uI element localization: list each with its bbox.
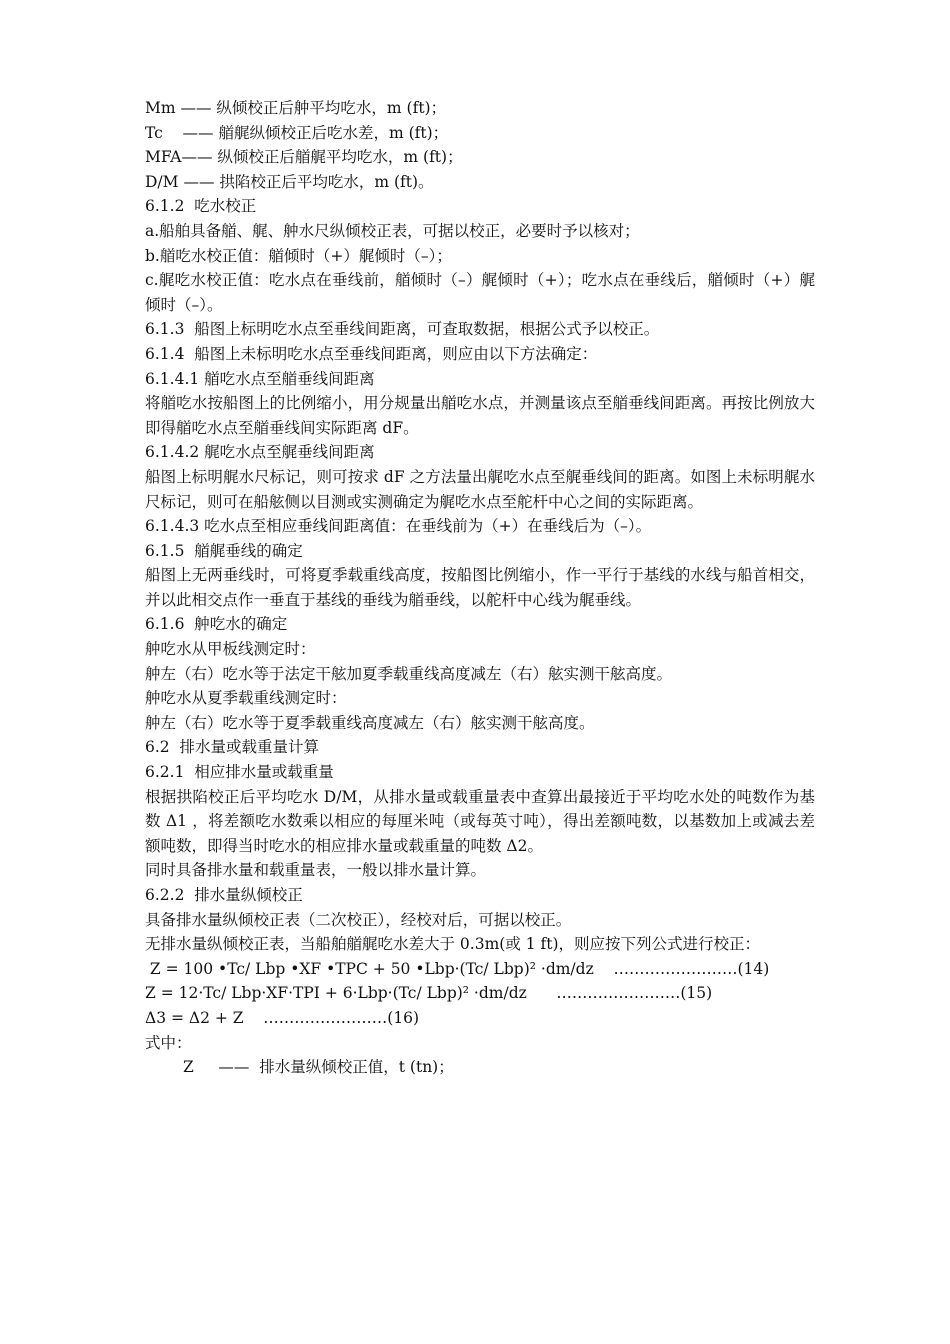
text-line: 船图上无两垂线时，可将夏季载重线高度，按船图比例缩小，作一平行于基线的水线与船首相交，并以此相交点作一垂直于基线的垂线为艏垂线，以舵杆中心线为艉垂线。 <box>145 566 815 609</box>
text-line: 船图上标明艉水尺标记，则可按求 dF 之方法量出艉吃水点至艉垂线间的距离。如图上未标明艉水尺标记，则可在船舷侧以目测或实测确定为艉吃水点至舵杆中心之间的实际距离。 <box>145 467 815 511</box>
text-line: 6.1.4 船图上未标明吃水点至垂线间距离，则应由以下方法确定： <box>145 344 598 363</box>
text-line: b.艏吃水校正值：艏倾时（+）艉倾时（–）； <box>145 246 452 265</box>
text-line: 6.2.2 排水量纵倾校正 <box>145 886 303 904</box>
text-line: Mm —— 纵倾校正后舯平均吃水，m (ft)； <box>145 99 447 117</box>
text-line: 舯吃水从夏季载重线测定时： <box>145 689 347 708</box>
text-line: 将艏吃水按船图上的比例缩小，用分规量出艏吃水点，并测量该点至艏垂线间距离。再按比例放大即得艏吃水点至艏垂线间实际距离 dF。 <box>145 394 815 437</box>
text-line: 无排水量纵倾校正表，当船舶艏艉吃水差大于 0.3m(或 1 ft)，则应按下列公式进行校正： <box>145 935 761 954</box>
text-line: 舯吃水从甲板线测定时： <box>145 640 316 659</box>
text-line: 6.1.3 船图上标明吃水点至垂线间距离，可查取数据，根据公式予以校正。 <box>145 320 660 339</box>
text-line: D/M —— 拱陷校正后平均吃水，m (ft)。 <box>145 172 434 191</box>
text-line: 6.2.1 相应排水量或载重量 <box>145 763 334 782</box>
text-line: MFA—— 纵倾校正后艏艉平均吃水，m (ft)； <box>145 148 463 167</box>
text-line: 根据拱陷校正后平均吃水 D/M，从排水量或载重量表中查算出最接近于平均吃水处的吨数作为基数 Δ1 ，将差额吃水数乘以相应的每厘米吨（或每英寸吨），得出差额吨数，以基数加上或减去差额吨数，即得当时吃水的相应排水量或载重量的吨数 Δ2。 <box>145 787 815 855</box>
text-line: 6.1.4.1 艏吃水点至艏垂线间距离 <box>145 369 375 388</box>
text-line: Δ3 = Δ2 + Z ……………………(16) <box>145 1008 420 1027</box>
text-line: a.船舶具备艏、艉、舯水尺纵倾校正表，可据以校正，必要时予以核对； <box>145 221 640 240</box>
text-line: 舯左（右）吃水等于夏季载重线高度减左（右）舷实测干舷高度。 <box>145 713 595 732</box>
text-line: 同时具备排水量和载重量表，一般以排水量计算。 <box>145 861 487 880</box>
text-line: 6.2 排水量或载重量计算 <box>145 738 320 757</box>
text-line: 6.1.6 舯吃水的确定 <box>145 615 288 634</box>
text-line: 式中： <box>145 1033 192 1052</box>
text-line: Z —— 排水量纵倾校正值，t (tn)； <box>183 1058 454 1077</box>
document-page <box>145 96 815 1080</box>
text-line: 6.1.4.3 吃水点至相应垂线间距离值：在垂线前为（+）在垂线后为（–）。 <box>145 517 652 536</box>
text-line: 6.1.4.2 艉吃水点至艉垂线间距离 <box>145 443 375 462</box>
text-line: 具备排水量纵倾校正表（二次校正），经校对后，可据以校正。 <box>145 910 572 929</box>
text-line: Z = 100 •Tc/ Lbp •XF •TPC + 50 •Lbp·(Tc/ Lbp)² ·dm/dz ……………………(14) <box>145 959 770 978</box>
text-line: 舯左（右）吃水等于法定干舷加夏季载重线高度减左（右）舷实测干舷高度。 <box>145 664 673 683</box>
text-line: Tc —— 艏艉纵倾校正后吃水差，m (ft)； <box>145 123 449 142</box>
text-line: 6.1.5 艏艉垂线的确定 <box>145 541 303 560</box>
text-line: c.艉吃水校正值：吃水点在垂线前，艏倾时（–）艉倾时（+）；吃水点在垂线后，艏倾时（+）艉倾时（–）。 <box>145 271 815 314</box>
text-line: 6.1.2 吃水校正 <box>145 197 257 216</box>
text-line: Z = 12·Tc/ Lbp·XF·TPI + 6·Lbp·(Tc/ Lbp)² ·dm/dz ……………………(15) <box>145 984 713 1003</box>
